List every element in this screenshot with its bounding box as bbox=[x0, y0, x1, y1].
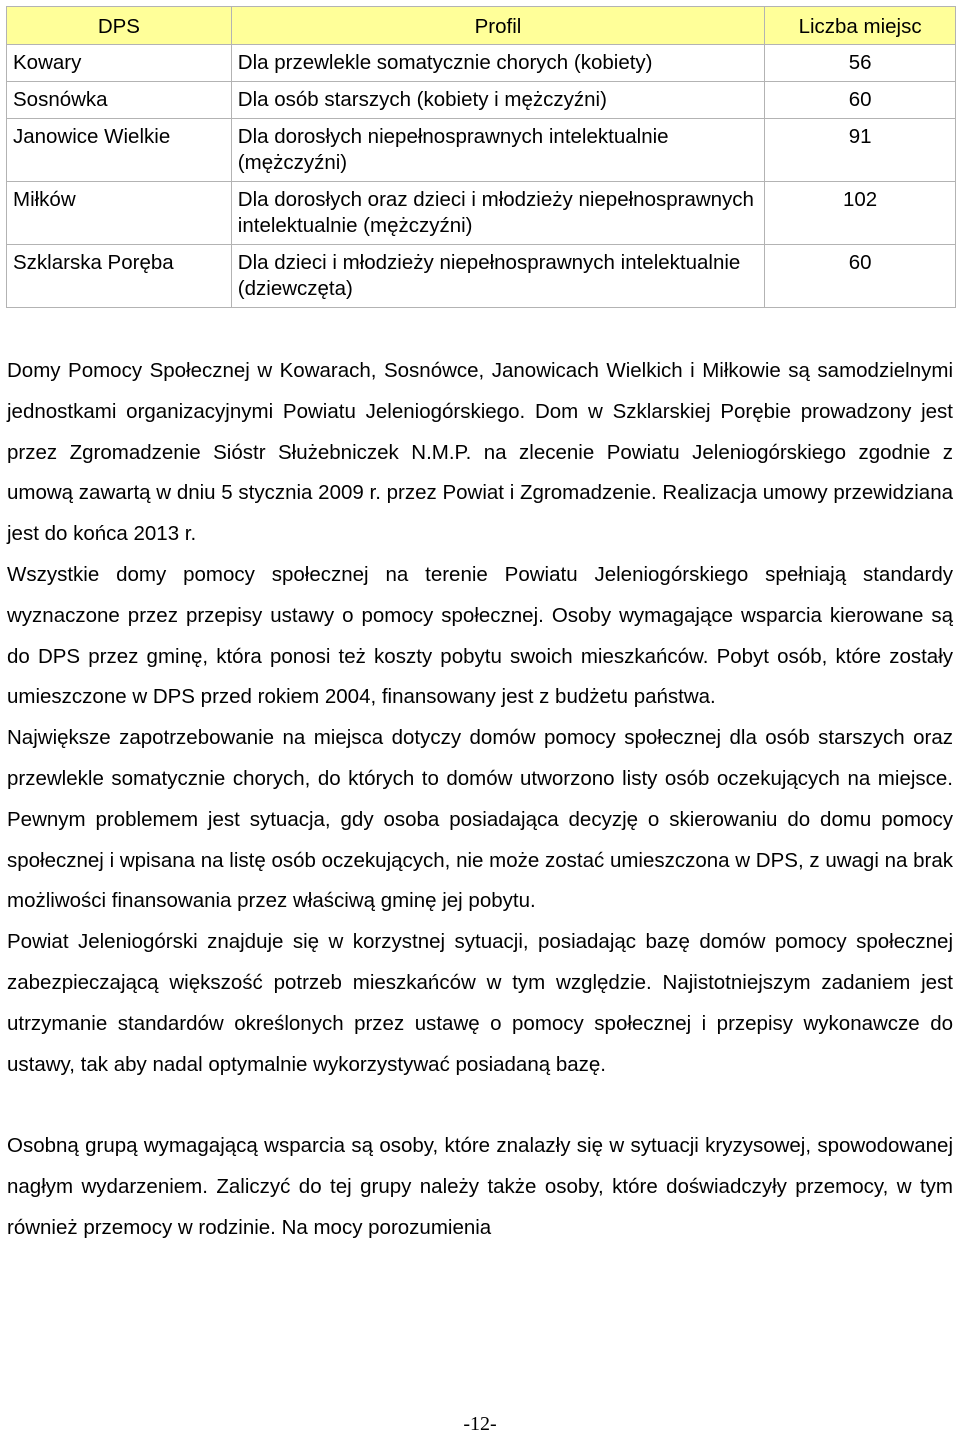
cell-miejsca: 60 bbox=[765, 245, 956, 308]
cell-dps: Kowary bbox=[7, 45, 232, 82]
cell-miejsca: 91 bbox=[765, 119, 956, 182]
table-header-row bbox=[7, 7, 956, 45]
paragraph: Osobną grupą wymagającą wsparcia są osoby, które znalazły się w sytuacji kryzysowej, spowodowanej nagłym wydarzeniem. Zaliczyć do tej grupy należy także osoby, które doświadczyły przemocy, w tym również przemocy w rodzinie. Na mocy porozumienia bbox=[7, 1134, 953, 1239]
page-number: -12- bbox=[463, 1413, 497, 1435]
paragraph: Największe zapotrzebowanie na miejsca dotyczy domów pomocy społecznej dla osób starszych oraz przewlekle somatycznie chorych, do których to domów utworzono listy osób oczekujących na miejsce. Pewnym problemem jest sytuacja, gdy osoba posiadająca decyzję o skierowaniu do domu pomocy społecznej i wpisana na listę osób oczekujących, nie może zostać umieszczona w DPS, z uwagi na brak możliwości finansowania przez właściwą gminę jej pobytu. bbox=[7, 726, 953, 913]
header-liczba-miejsc: Liczba miejsc bbox=[765, 7, 956, 45]
table-row bbox=[7, 245, 956, 308]
paragraph: Wszystkie domy pomocy społecznej na terenie Powiatu Jeleniogórskiego spełniają standardy wyznaczone przez przepisy ustawy o pomocy społecznej. Osoby wymagające wsparcia kierowane są do DPS przez gminę, która ponosi też koszty pobytu swoich mieszkańców. Pobyt osób, które zostały umieszczone w DPS przed rokiem 2004, finansowany jest z budżetu państwa. bbox=[7, 562, 953, 709]
header-dps: DPS bbox=[7, 7, 232, 45]
paragraph: Domy Pomocy Społecznej w Kowarach, Sosnówce, Janowicach Wielkich i Miłkowie są samodzielnymi jednostkami organizacyjnymi Powiatu Jeleniogórskiego. Dom w Szklarskiej Porębie prowadzony jest przez Zgromadzenie Sióstr Służebniczek N.M.P. na zlecenie Powiatu Jeleniogórskiego zgodnie z umową zawartą w dniu 5 stycznia 2009 r. przez Powiat i Zgromadzenie. Realizacja umowy przewidziana jest do końca 2013 r. bbox=[7, 359, 953, 546]
dps-table bbox=[6, 6, 956, 308]
cell-dps: Miłków bbox=[7, 182, 232, 245]
cell-miejsca: 56 bbox=[765, 45, 956, 82]
cell-profil: Dla dorosłych oraz dzieci i młodzieży niepełnosprawnych intelektualnie (mężczyźni) bbox=[231, 182, 764, 245]
cell-profil: Dla osób starszych (kobiety i mężczyźni) bbox=[231, 82, 764, 119]
cell-dps: Szklarska Poręba bbox=[7, 245, 232, 308]
cell-profil: Dla przewlekle somatycznie chorych (kobiety) bbox=[231, 45, 764, 82]
table-row bbox=[7, 82, 956, 119]
table-row bbox=[7, 182, 956, 245]
cell-dps: Sosnówka bbox=[7, 82, 232, 119]
cell-miejsca: 60 bbox=[765, 82, 956, 119]
body-text bbox=[7, 351, 953, 1249]
table-row bbox=[7, 119, 956, 182]
cell-miejsca: 102 bbox=[765, 182, 956, 245]
header-profil: Profil bbox=[231, 7, 764, 45]
table-row bbox=[7, 45, 956, 82]
paragraph: Powiat Jeleniogórski znajduje się w korzystnej sytuacji, posiadając bazę domów pomocy społecznej zabezpieczającą większość potrzeb mieszkańców w tym względzie. Najistotniejszym zadaniem jest utrzymanie standardów określonych przez ustawę o pomocy społecznej i przepisy wykonawcze do ustawy, tak aby nadal optymalnie wykorzystywać posiadaną bazę. bbox=[7, 930, 953, 1076]
cell-profil: Dla dorosłych niepełnosprawnych intelektualnie (mężczyźni) bbox=[231, 119, 764, 182]
cell-profil: Dla dzieci i młodzieży niepełnosprawnych intelektualnie (dziewczęta) bbox=[231, 245, 764, 308]
cell-dps: Janowice Wielkie bbox=[7, 119, 232, 182]
